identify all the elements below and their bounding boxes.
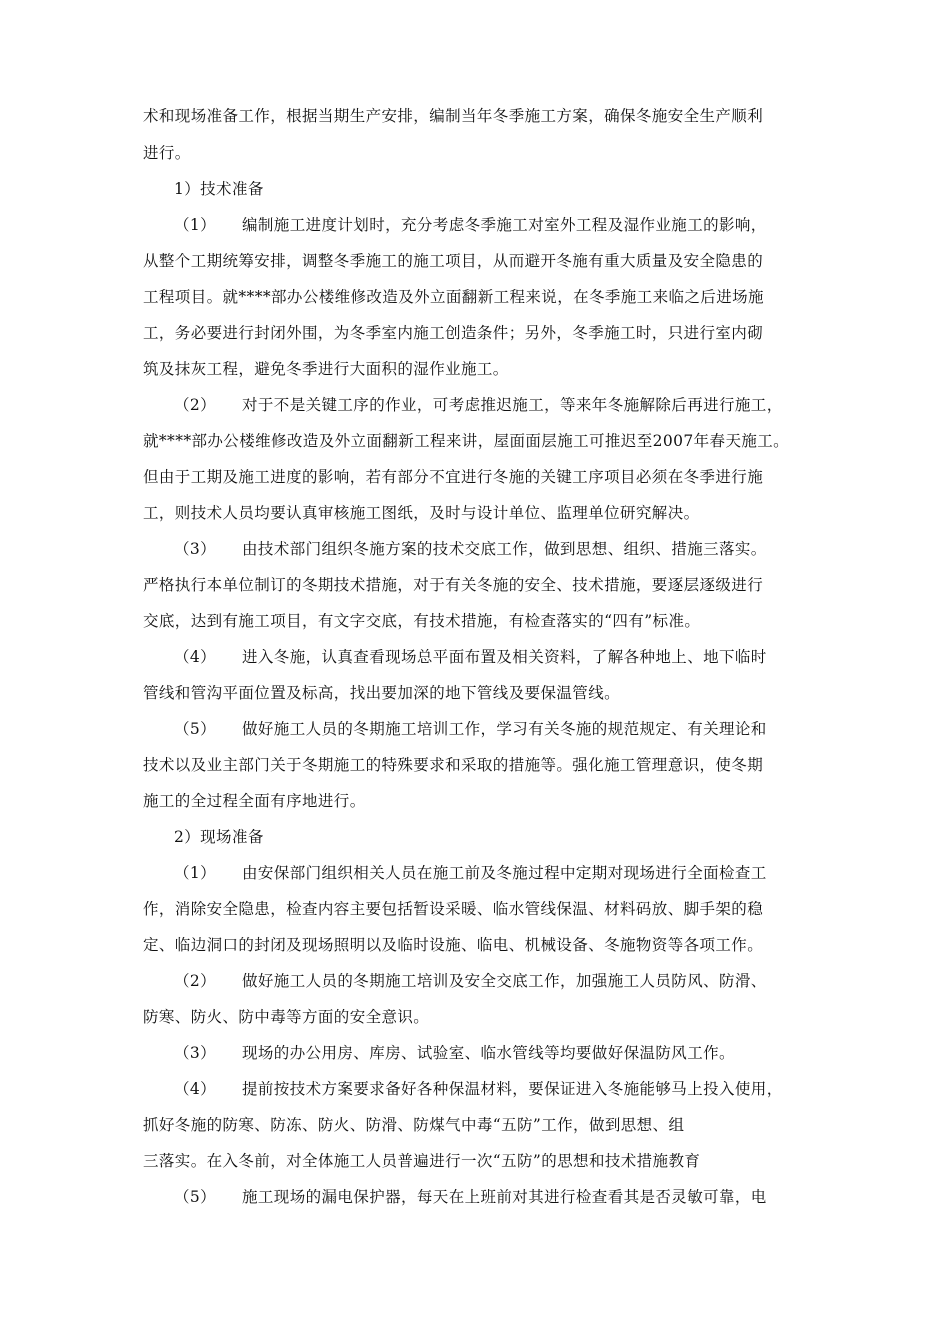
list-item <box>174 387 783 423</box>
text-line: 施工的全过程全面有序地进行。 <box>143 792 366 810</box>
item-number: （4） <box>174 1080 217 1098</box>
text-line: 防寒、防火、防中毒等方面的安全意识。 <box>143 1008 430 1026</box>
text-line: 但由于工期及施工进度的影响，若有部分不宜进行冬施的关键工序项目必须在冬季进行施 <box>143 468 764 486</box>
item-number: （1） <box>174 216 217 234</box>
list-item <box>174 1035 735 1071</box>
text-line: 三落实。在入冬前，对全体施工人员普遍进行一次“五防”的思想和技术措施教育 <box>143 1152 701 1170</box>
text-line: 施工现场的漏电保护器，每天在上班前对其进行检查看其是否灵敏可靠，电 <box>242 1188 767 1206</box>
text-line: 工，则技术人员均要认真审核施工图纸，及时与设计单位、监理单位研究解决。 <box>143 504 700 522</box>
item-number: （5） <box>174 1188 217 1206</box>
list-item <box>174 207 767 243</box>
text-line: 就****部办公楼维修改造及外立面翻新工程来讲，屋面面层施工可推迟至2007年春天施工。 <box>143 432 790 450</box>
item-number: （2） <box>174 396 217 414</box>
section-heading-technical: 1）技术准备 <box>174 180 264 198</box>
text-line: 现场的办公用房、库房、试验室、临水管线等均要做好保温防风工作。 <box>242 1044 735 1062</box>
text-line: 编制施工进度计划时，充分考虑冬季施工对室外工程及湿作业施工的影响， <box>242 216 767 234</box>
text-line: 交底，达到有施工项目，有文字交底，有技术措施，有检查落实的“四有”标准。 <box>143 612 701 630</box>
text-line: 做好施工人员的冬期施工培训工作，学习有关冬施的规范规定、有关理论和 <box>242 720 767 738</box>
text-line: 由技术部门组织冬施方案的技术交底工作，做到思想、组织、措施三落实。 <box>242 540 767 558</box>
text-line: 作，消除安全隐患，检查内容主要包括暂设采暖、临水管线保温、材料码放、脚手架的稳 <box>143 900 764 918</box>
text-line: 定、临边洞口的封闭及现场照明以及临时设施、临电、机械设备、冬施物资等各项工作。 <box>143 936 764 954</box>
text-line: 从整个工期统筹安排，调整冬季施工的施工项目，从而避开冬施有重大质量及安全隐患的 <box>143 252 764 270</box>
occlusion-overlay <box>735 1110 815 1180</box>
list-item <box>174 531 767 567</box>
item-number: （3） <box>174 1044 217 1062</box>
item-number: （2） <box>174 972 217 990</box>
text-line: 抓好冬施的防寒、防冻、防火、防滑、防煤气中毒“五防”工作，做到思想、组 <box>143 1116 685 1134</box>
text-line: 由安保部门组织相关人员在施工前及冬施过程中定期对现场进行全面检查工 <box>242 864 767 882</box>
text-line: 管线和管沟平面位置及标高，找出要加深的地下管线及要保温管线。 <box>143 684 621 702</box>
text-line: 严格执行本单位制订的冬期技术措施，对于有关冬施的安全、技术措施，要逐层逐级进行 <box>143 576 764 594</box>
list-item <box>174 1179 767 1215</box>
text-line: 做好施工人员的冬期施工培训及安全交底工作，加强施工人员防风、防滑、 <box>242 972 767 990</box>
text-line: 筑及抹灰工程，避免冬季进行大面积的湿作业施工。 <box>143 360 509 378</box>
text-line: 工，务必要进行封闭外围，为冬季室内施工创造条件；另外，冬季施工时，只进行室内砌 <box>143 324 764 342</box>
item-number: （4） <box>174 648 217 666</box>
section-heading-site: 2）现场准备 <box>174 828 264 846</box>
list-item <box>174 639 767 675</box>
item-number: （3） <box>174 540 217 558</box>
item-number: （1） <box>174 864 217 882</box>
list-item <box>174 711 767 747</box>
text-line: 进行。 <box>143 144 191 162</box>
text-line: 进入冬施，认真查看现场总平面布置及相关资料，了解各种地上、地下临时 <box>242 648 767 666</box>
list-item <box>174 963 767 999</box>
text-line: 术和现场准备工作，根据当期生产安排，编制当年冬季施工方案，确保冬施安全生产顺利 <box>143 107 764 125</box>
item-number: （5） <box>174 720 217 738</box>
list-item <box>174 1071 783 1107</box>
list-item <box>174 855 767 891</box>
text-line: 提前按技术方案要求备好各种保温材料，要保证进入冬施能够马上投入使用， <box>242 1080 783 1098</box>
text-line: 工程项目。就****部办公楼维修改造及外立面翻新工程来说，在冬季施工来临之后进场施 <box>143 288 764 306</box>
text-line: 对于不是关键工序的作业，可考虑推迟施工，等来年冬施解除后再进行施工， <box>242 396 783 414</box>
text-line: 技术以及业主部门关于冬期施工的特殊要求和采取的措施等。强化施工管理意识，使冬期 <box>143 756 764 774</box>
